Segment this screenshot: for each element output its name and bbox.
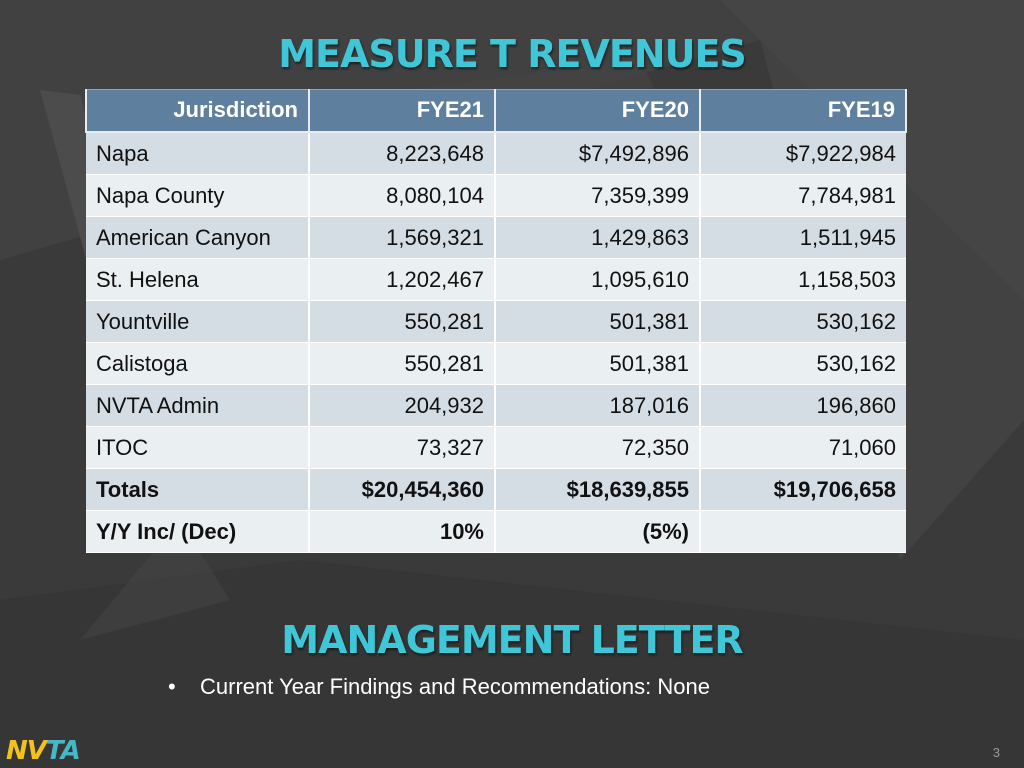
cell-fye20: 1,095,610: [495, 258, 700, 300]
table-row: [86, 216, 906, 258]
cell-fye20: 7,359,399: [495, 174, 700, 216]
cell-fye20: 187,016: [495, 384, 700, 426]
page-title: MEASURE T REVENUES: [278, 32, 746, 76]
header-fye19: FYE19: [700, 90, 906, 132]
bullet-item: [168, 674, 710, 700]
table-row: [86, 384, 906, 426]
cell-fye21: 10%: [309, 510, 495, 552]
logo-part-1: NV: [6, 736, 46, 766]
cell-fye20: $18,639,855: [495, 468, 700, 510]
cell-jurisdiction: St. Helena: [86, 258, 309, 300]
cell-jurisdiction: Calistoga: [86, 342, 309, 384]
cell-jurisdiction: Y/Y Inc/ (Dec): [86, 510, 309, 552]
cell-fye19: 7,784,981: [700, 174, 906, 216]
section-title: MANAGEMENT LETTER: [281, 618, 743, 662]
header-fye21: FYE21: [309, 90, 495, 132]
cell-fye19: 530,162: [700, 300, 906, 342]
bullet-marker: •: [168, 674, 176, 699]
cell-jurisdiction: ITOC: [86, 426, 309, 468]
table-row: [86, 342, 906, 384]
cell-fye21: 8,223,648: [309, 132, 495, 175]
revenue-table: [85, 89, 907, 553]
page-number: 3: [992, 745, 1000, 760]
cell-fye19: [700, 510, 906, 552]
cell-fye19: $19,706,658: [700, 468, 906, 510]
header-fye20: FYE20: [495, 90, 700, 132]
cell-fye20: (5%): [495, 510, 700, 552]
cell-fye20: 72,350: [495, 426, 700, 468]
cell-fye21: 73,327: [309, 426, 495, 468]
header-jurisdiction: Jurisdiction: [86, 90, 309, 132]
cell-fye19: 1,511,945: [700, 216, 906, 258]
table-row: [86, 174, 906, 216]
table-header-row: [86, 90, 906, 132]
cell-fye21: 8,080,104: [309, 174, 495, 216]
cell-fye21: 1,569,321: [309, 216, 495, 258]
cell-fye19: 196,860: [700, 384, 906, 426]
cell-fye21: 550,281: [309, 300, 495, 342]
cell-fye20: $7,492,896: [495, 132, 700, 175]
cell-fye20: 501,381: [495, 300, 700, 342]
table-row: [86, 132, 906, 175]
table-row: [86, 300, 906, 342]
cell-jurisdiction: NVTA Admin: [86, 384, 309, 426]
table-row: [86, 258, 906, 300]
cell-fye19: $7,922,984: [700, 132, 906, 175]
table-row: [86, 426, 906, 468]
cell-fye19: 530,162: [700, 342, 906, 384]
yoy-row: [86, 510, 906, 552]
nvta-logo: [6, 738, 80, 764]
cell-fye21: 1,202,467: [309, 258, 495, 300]
cell-jurisdiction: Totals: [86, 468, 309, 510]
cell-jurisdiction: American Canyon: [86, 216, 309, 258]
cell-fye21: 204,932: [309, 384, 495, 426]
cell-fye21: $20,454,360: [309, 468, 495, 510]
cell-fye20: 1,429,863: [495, 216, 700, 258]
cell-fye19: 71,060: [700, 426, 906, 468]
cell-jurisdiction: Napa County: [86, 174, 309, 216]
totals-row: [86, 468, 906, 510]
cell-jurisdiction: Napa: [86, 132, 309, 175]
cell-fye20: 501,381: [495, 342, 700, 384]
cell-fye21: 550,281: [309, 342, 495, 384]
cell-fye19: 1,158,503: [700, 258, 906, 300]
logo-part-2: TA: [45, 736, 80, 766]
cell-jurisdiction: Yountville: [86, 300, 309, 342]
bullet-text: Current Year Findings and Recommendations: None: [200, 674, 710, 699]
